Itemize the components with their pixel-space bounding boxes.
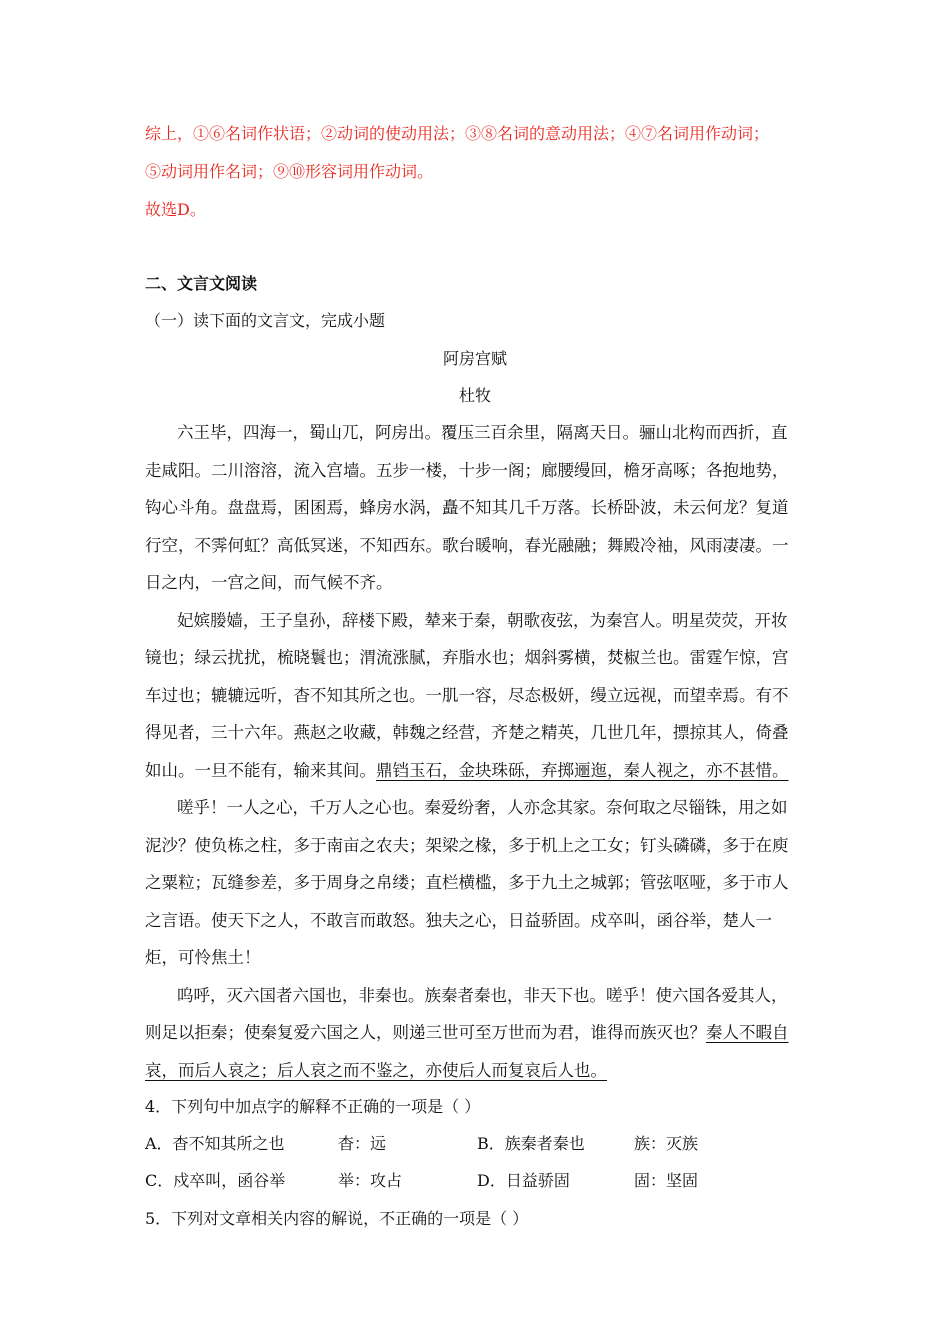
underlined-sentence: 哀，而后人哀之；后人哀之而不鉴之，亦使后人而复哀后人也。 [145,1061,607,1080]
question-4-option-b-gloss: 族：灭族 [634,1134,699,1153]
question-4-option-b[interactable]: B．族秦者秦也 [477,1134,585,1153]
question-4-option-c[interactable]: C．戍卒叫，函谷举 [145,1171,286,1190]
question-4-option-d-gloss: 固：坚固 [634,1171,699,1190]
passage-line [145,760,805,782]
section-instruction: （一）读下面的文言文，完成小题 [145,311,386,330]
passage-line: 六王毕，四海一，蜀山兀，阿房出。覆压三百余里，隔离天日。骊山北构而西折，直 [177,423,788,442]
passage-line: 炬，可怜焦土！ [145,948,261,967]
passage-line: 妃嫔媵嫱，王子皇孙，辞楼下殿，辇来于秦，朝歌夜弦，为秦宫人。明星荧荧，开妆 [177,611,788,630]
section-heading: 二、文言文阅读 [145,274,258,293]
passage-line: 镜也；绿云扰扰，梳晓鬟也；渭流涨腻，弃脂水也；烟斜雾横，焚椒兰也。雷霆乍惊，宫 [145,648,789,667]
passage-author: 杜牧 [458,386,491,405]
passage-line: 日之内，一宫之间，而气候不齐。 [145,573,393,592]
underlined-sentence: 秦人不暇自 [706,1023,789,1042]
passage-line [145,1060,805,1082]
passage-line: 之言语。使天下之人，不敢言而敢怒。独夫之心，日益骄固。戍卒叫，函谷举，楚人一 [145,911,772,930]
question-4-stem: 4．下列句中加点字的解释不正确的一项是（ ） [145,1097,481,1116]
passage-text: 则足以拒秦；使秦复爱六国之人，则递三世可至万世而为君，谁得而族灭也？ [145,1023,706,1042]
answer-conclusion: 故选D。 [145,200,206,219]
passage-line: 泥沙？使负栋之柱，多于南亩之农夫；架梁之椽，多于机上之工女；钉头磷磷，多于在庾 [145,836,789,855]
question-5-stem: 5．下列对文章相关内容的解说，不正确的一项是（ ） [145,1209,529,1228]
passage-text: 如山。一旦不能有，输来其间。 [145,761,376,780]
answer-note-line-2: ⑤动词用作名词；⑨⑩形容词用作动词。 [145,162,434,181]
passage-line: 钩心斗角。盘盘焉，囷囷焉，蜂房水涡，矗不知其几千万落。长桥卧波，未云何龙？复道 [145,498,789,517]
passage-line: 之粟粒；瓦缝参差，多于周身之帛缕；直栏横槛，多于九土之城郭；管弦呕哑，多于市人 [145,873,789,892]
question-4-option-a[interactable]: A．杳不知其所之也 [145,1134,285,1153]
passage-line: 走咸阳。二川溶溶，流入宫墙。五步一楼，十步一阁；廊腰缦回，檐牙高啄；各抱地势， [145,461,789,480]
question-4-option-d[interactable]: D．日益骄固 [477,1171,570,1190]
passage-line: 嗟乎！一人之心，千万人之心也。秦爱纷奢，人亦念其家。奈何取之尽锱铢，用之如 [177,798,788,817]
passage-title: 阿房宫赋 [442,349,507,368]
passage-line: 行空，不霁何虹？高低冥迷，不知西东。歌台暖响，春光融融；舞殿冷袖，风雨凄凄。一 [145,536,789,555]
passage-line [145,1022,805,1044]
passage-line: 呜呼，灭六国者六国也，非秦也。族秦者秦也，非天下也。嗟乎！使六国各爱其人， [177,986,788,1005]
question-4-option-c-gloss: 举：攻占 [338,1171,403,1190]
passage-line: 得见者，三十六年。燕赵之收藏，韩魏之经营，齐楚之精英，几世几年，摽掠其人，倚叠 [145,723,789,742]
underlined-sentence: 鼎铛玉石，金块珠砾，弃掷逦迤，秦人视之，亦不甚惜。 [376,761,789,780]
question-4-option-a-gloss: 杳：远 [338,1134,387,1153]
answer-note-line-1: 综上，①⑥名词作状语；②动词的使动用法；③⑧名词的意动用法；④⑦名词用作动词； [145,124,770,143]
passage-line: 车过也；辘辘远听，杳不知其所之也。一肌一容，尽态极妍，缦立远视，而望幸焉。有不 [145,686,789,705]
